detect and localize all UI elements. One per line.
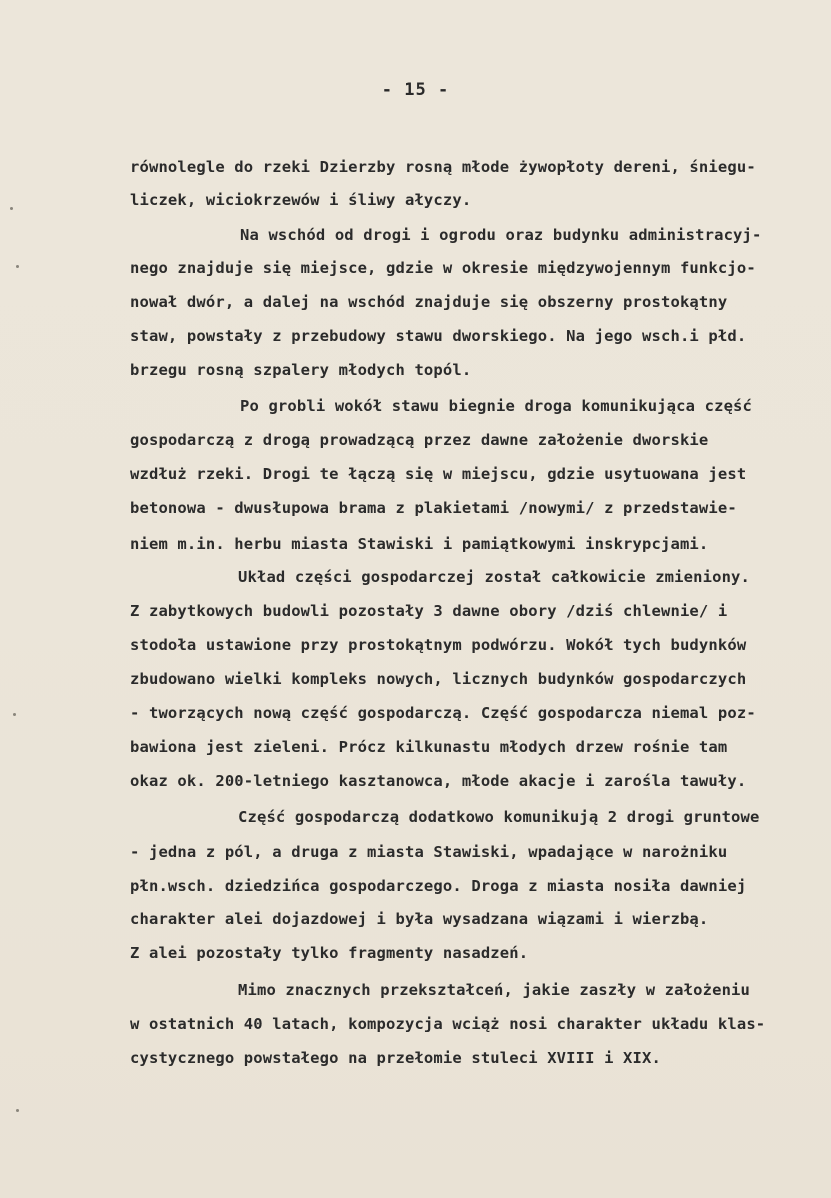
text-line: Mimo znacznych przekształceń, jakie zaszły w założeniu	[238, 981, 751, 999]
text-line: Z zabytkowych budowli pozostały 3 dawne obory /dziś chlewnie/ i	[130, 602, 728, 620]
text-line: stodoła ustawione przy prostokątnym podwórzu. Wokół tych budynków	[130, 636, 747, 654]
text-line: brzegu rosną szpalery młodych topól.	[130, 361, 472, 379]
text-line: cystycznego powstałego na przełomie stuleci XVIII i XIX.	[130, 1049, 661, 1067]
text-line: Po grobli wokół stawu biegnie droga komunikująca część	[240, 397, 753, 415]
paper-speck	[16, 1109, 19, 1112]
text-line: równolegle do rzeki Dzierzby rosną młode żywopłoty dereni, śniegu-	[130, 158, 756, 176]
text-line: gospodarczą z drogą prowadzącą przez dawne założenie dworskie	[130, 431, 709, 449]
page-number: - 15 -	[381, 80, 450, 100]
text-line: - tworzących nową część gospodarczą. Część gospodarcza niemal poz-	[130, 704, 756, 722]
text-line: płn.wsch. dziedzińca gospodarczego. Droga z miasta nosiła dawniej	[130, 877, 747, 895]
text-line: staw, powstały z przebudowy stawu dworskiego. Na jego wsch.i płd.	[130, 327, 747, 345]
paper-speck	[16, 265, 19, 268]
text-line: Część gospodarczą dodatkowo komunikują 2 drogi gruntowe	[238, 808, 760, 826]
text-line: wzdłuż rzeki. Drogi te łączą się w miejscu, gdzie usytuowana jest	[130, 465, 747, 483]
text-line: nego znajduje się miejsce, gdzie w okresie międzywojennym funkcjo-	[130, 259, 756, 277]
text-line: zbudowano wielki kompleks nowych, licznych budynków gospodarczych	[130, 670, 747, 688]
text-line: Na wschód od drogi i ogrodu oraz budynku administracyj-	[240, 226, 762, 244]
paper-speck	[10, 207, 13, 210]
text-line: liczek, wiciokrzewów i śliwy ałyczy.	[130, 191, 472, 209]
paper-speck	[13, 713, 16, 716]
text-line: betonowa - dwusłupowa brama z plakietami /nowymi/ z przedstawie-	[130, 499, 737, 517]
text-line: nował dwór, a dalej na wschód znajduje się obszerny prostokątny	[130, 293, 728, 311]
text-line: bawiona jest zieleni. Prócz kilkunastu młodych drzew rośnie tam	[130, 738, 728, 756]
text-line: charakter alei dojazdowej i była wysadzana wiązami i wierzbą.	[130, 910, 709, 928]
text-line: niem m.in. herbu miasta Stawiski i pamiątkowymi inskrypcjami.	[130, 535, 709, 553]
text-line: Układ części gospodarczej został całkowicie zmieniony.	[238, 568, 751, 586]
text-line: Z alei pozostały tylko fragmenty nasadzeń.	[130, 944, 529, 962]
text-line: w ostatnich 40 latach, kompozycja wciąż nosi charakter układu klas-	[130, 1015, 766, 1033]
text-line: okaz ok. 200-letniego kasztanowca, młode akacje i zarośla tawuły.	[130, 772, 747, 790]
text-line: - jedna z pól, a druga z miasta Stawiski, wpadające w narożniku	[130, 843, 728, 861]
